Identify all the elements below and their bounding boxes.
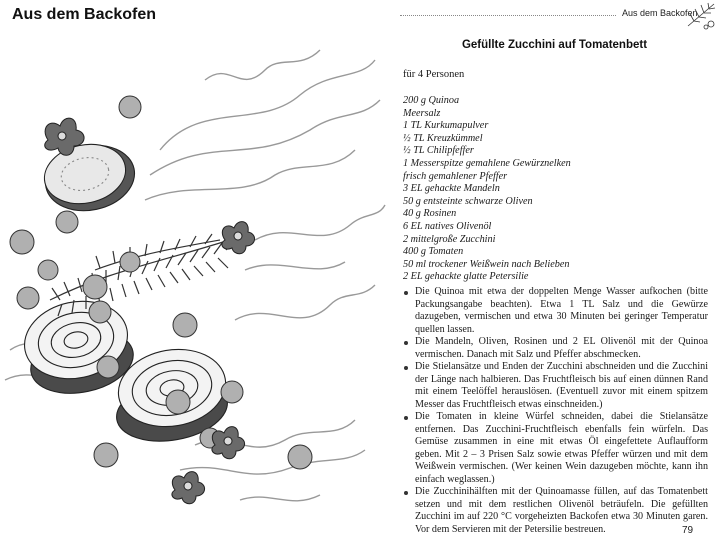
ingredient-item: 400 g Tomaten (403, 246, 464, 258)
recipe-title: Gefüllte Zucchini auf Tomatenbett (461, 39, 648, 51)
vegetable-illustration (0, 38, 390, 528)
ingredient-item: ½ TL Kreuzkümmel (403, 132, 483, 144)
instruction-step: Die Zucchinihälften mit der Quinoamasse füllen, auf das Tomatenbett setzen und mit dem restlichen Olivenöl beträufeln. Die gefüllten Zucchini im auf 220 °C vorgeheizten Backofen etwa 30 Minuten garen. Vor dem Servieren mit der Petersilie bestreuen. (403, 486, 708, 536)
ingredient-item: 1 Messerspitze gemahlene Gewürznelken (403, 157, 571, 169)
ingredient-item: 200 g Quinoa (403, 95, 460, 106)
ingredient-item: 50 g entsteinte schwarze Oliven (403, 195, 533, 207)
herb-sprig-icon (684, 0, 718, 30)
ingredient-item: 1 TL Kurkumapulver (403, 120, 489, 132)
instruction-step: Die Mandeln, Oliven, Rosinen und 2 EL Olivenöl mit der Quinoa vermischen. Danach mit Salz und Pfeffer abschmecken. (403, 336, 708, 361)
ingredient-item: 40 g Rosinen (403, 208, 457, 220)
chapter-title: Aus dem Backofen (12, 6, 157, 23)
ingredient-item: Meersalz (403, 107, 441, 119)
servings: für 4 Personen (403, 69, 465, 80)
ingredient-item: frisch gemahlener Pfeffer (403, 170, 508, 182)
section-label: Aus dem Backofen (622, 8, 698, 18)
page-number: 79 (682, 525, 694, 536)
ingredient-item: 2 EL gehackte glatte Petersilie (403, 271, 529, 283)
ingredient-list (403, 95, 713, 284)
header-dotted-rule (400, 15, 616, 16)
ingredient-item: ½ TL Chilipfeffer (403, 145, 474, 157)
ingredient-item: 3 EL gehackte Mandeln (403, 183, 500, 195)
instruction-step: Die Stielansätze und Enden der Zucchini abschneiden und die Zucchini der Länge nach halbieren. Das Fruchtfleisch bis auf einen dünnen Rand mit einem Teelöffel herauslösen. (Eventuell zuvor mit einem spitzem Messer das Fruchtfleisch etwas einschneiden.) (403, 361, 708, 411)
ingredient-item: 50 ml trockener Weißwein nach Belieben (403, 258, 570, 270)
instruction-list (403, 286, 708, 536)
instruction-step: Die Tomaten in kleine Würfel schneiden, dabei die Stielansätze entfernen. Das Zucchini-Fruchtfleisch ebenfalls fein würfeln. Das Gemüse zusammen in eine mit etwas Öl eingefettete Auflaufform geben. Mit 2 – 3 Prisen Salz sowie etwas Pfeffer würzen und mit dem Weißwein vermischen. (Wer keinen Wein dazugeben möchte, kann ihn einfach weglassen.) (403, 411, 708, 486)
instruction-step: Die Quinoa mit etwa der doppelten Menge Wasser aufkochen (bitte Packungsangabe beachten). Etwa 1 TL Salz und die Gewürze dazugeben, vermischen und etwa 30 Minuten bei geringer Temperatur quellen lassen. (403, 286, 708, 336)
ingredient-item: 2 mittelgroße Zucchini (403, 233, 496, 245)
ingredient-item: 6 EL natives Olivenöl (403, 220, 492, 232)
